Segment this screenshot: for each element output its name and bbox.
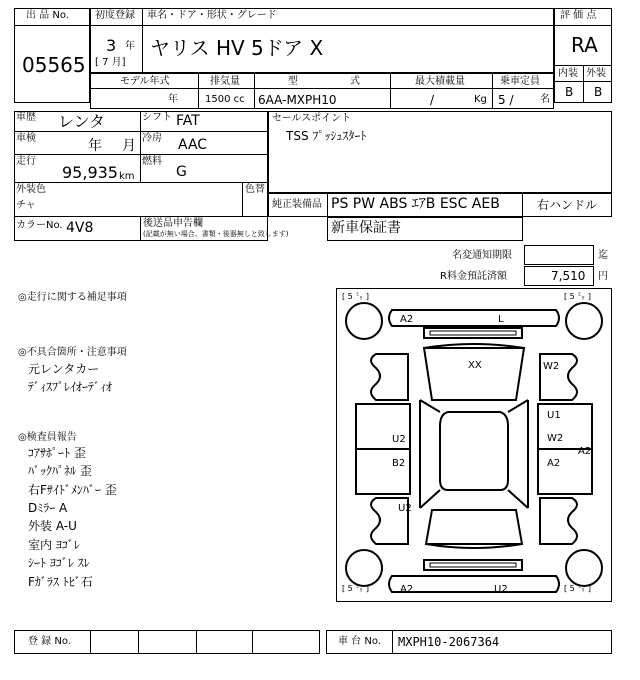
hood <box>424 348 524 400</box>
sales-point-value: TSS ﾌﾟｯｼｭｽﾀｰﾄ <box>286 129 367 143</box>
first-reg-year: 3 <box>106 36 117 55</box>
tire-label-top-right: [ 5 ㍉ ] <box>564 292 591 301</box>
shift-value: FAT <box>176 113 200 129</box>
color-no-label: カラーNo. <box>16 220 63 231</box>
max-load-label: 最大積載量 <box>415 76 465 87</box>
steering-value: 右ハンドル <box>537 198 598 212</box>
rear-bumper <box>389 576 559 592</box>
capacity-unit: 名 <box>540 94 550 105</box>
inspector-line: 外装 A-U <box>28 519 77 533</box>
first-reg-label: 初度登録 <box>95 10 135 21</box>
inspection-month: 月 <box>122 138 136 154</box>
defects-label: ◎不具合箇所・注意事項 <box>18 347 127 358</box>
wheel-front-left <box>346 303 382 339</box>
aftermarket-note: (記載が無い場合、書類・後器無しと致します) <box>143 230 289 238</box>
fuel-label: 燃料 <box>142 156 162 167</box>
driving-notes-label: ◎走行に関する補足事項 <box>18 292 127 303</box>
mark-left-front-door: U2 <box>392 434 406 445</box>
mark-front-bumper-left: A2 <box>400 314 414 325</box>
equipment-label: 純正装備品 <box>272 199 322 210</box>
inspector-line: ｺｱｻﾎﾟｰﾄ 歪 <box>28 446 86 460</box>
mileage-value: 95,935 <box>62 163 118 182</box>
exterior-color-value: チャ <box>16 200 36 211</box>
history-value: レンタ <box>58 112 105 131</box>
mark-left-rear-door: B2 <box>392 458 406 469</box>
inspector-line: 室内 ﾖｺﾞﾚ <box>28 538 80 552</box>
recycle-unit: 円 <box>598 271 608 282</box>
mark-right-front-door: U1 <box>547 410 561 421</box>
shift-label: シフト <box>142 112 172 123</box>
type-label-2: 式 <box>350 76 360 87</box>
color-change-label: 色替 <box>245 184 265 195</box>
mark-right-front-fender: W2 <box>543 361 560 372</box>
equipment-value: PS PW ABS ｴｱB ESC AEB <box>331 196 500 212</box>
recycle-value: 7,510 <box>551 269 586 283</box>
inspector-line: ﾊﾞｯｸﾊﾟﾈﾙ 歪 <box>28 464 92 478</box>
tire-label-bottom-left: [ 5 ㍉ ] <box>342 584 369 593</box>
chassis-value: MXPH10-2067364 <box>398 635 500 649</box>
exterior-color-label: 外装色 <box>16 184 46 195</box>
interior-label: 内装 <box>558 68 578 79</box>
exterior-label: 外装 <box>586 68 606 79</box>
inspection-year: 年 <box>88 138 102 154</box>
color-no-value: 4V8 <box>66 220 94 236</box>
model-year-label: モデル年式 <box>120 76 170 87</box>
cabin-roof <box>440 412 508 490</box>
history-label: 車歴 <box>16 112 36 123</box>
mark-rear-bumper-center: U2 <box>494 584 508 595</box>
interior-grade: B <box>565 85 574 99</box>
vehicle-header-label: 車名・ドア・形状・グレード <box>147 10 277 21</box>
first-reg-month: [ 7 月] <box>95 57 126 68</box>
lot-number: 05565 <box>22 53 86 77</box>
type-value: 6AA-MXPH10 <box>258 93 337 107</box>
inspector-line: Fｶﾞﾗｽ ﾄﾋﾞ石 <box>28 575 93 589</box>
displacement-value: 1500 cc <box>205 94 245 105</box>
wheel-rear-left <box>346 550 382 586</box>
type-label: 型 <box>288 76 298 87</box>
mark-right-rear-door: A2 <box>547 458 561 469</box>
inspector-label: ◎検査員報告 <box>18 432 77 443</box>
mark-rear-bumper-left: A2 <box>400 584 414 595</box>
grade-label: 評 価 点 <box>560 10 597 21</box>
aftermarket-label: 後送品申告欄 <box>143 218 203 229</box>
name-change-unit: 迄 <box>598 250 608 261</box>
right-rear-fender <box>540 498 577 544</box>
car-damage-diagram <box>336 288 612 602</box>
front-bumper <box>389 310 559 326</box>
warranty-value: 新車保証書 <box>331 220 401 236</box>
inspector-line: Dﾐﾗｰ A <box>28 501 68 515</box>
model-year-unit: 年 <box>168 94 178 105</box>
defects-line: ﾃﾞｨｽﾌﾟﾚｲｵｰﾃﾞｨｵ <box>28 380 113 394</box>
max-load-unit: Kg <box>474 94 487 105</box>
mark-hood: XX <box>468 360 482 371</box>
inspection-label: 車検 <box>16 133 36 144</box>
tire-label-bottom-right: [ 5 ㍉ ] <box>564 584 591 593</box>
displacement-label: 排気量 <box>210 76 240 87</box>
mark-right-front-door-2: W2 <box>547 433 564 444</box>
mileage-label: 走行 <box>16 156 36 167</box>
inspector-line: ｼｰﾄ ﾖｺﾞﾚ ｽﾚ <box>28 556 90 570</box>
aircon-label: 冷房 <box>142 133 162 144</box>
sales-point-label: セールスポイント <box>272 113 352 124</box>
lot-label: 出 品 No. <box>26 10 69 21</box>
name-change-value <box>524 245 594 265</box>
tire-label-top-left: [ 5 ㍉ ] <box>342 292 369 301</box>
mark-left-rear: U2 <box>398 503 412 514</box>
aircon-value: AAC <box>178 137 208 153</box>
exterior-grade: B <box>594 85 603 99</box>
recycle-label: R料金預託済額 <box>440 271 507 282</box>
chassis-label: 車 台 No. <box>338 636 381 647</box>
trunk <box>426 510 522 544</box>
left-front-fender <box>371 354 408 400</box>
mark-front-bumper-center: L <box>498 314 504 325</box>
grade-value: RA <box>571 33 598 57</box>
wheel-rear-right <box>566 550 602 586</box>
fuel-value: G <box>176 164 187 180</box>
inspector-line: 右Fｻｲﾄﾞﾒﾝﾊﾞｰ 歪 <box>28 483 117 497</box>
reg-no-label: 登 録 No. <box>28 636 71 647</box>
wheel-front-right <box>566 303 602 339</box>
mark-right-side: A2 <box>578 446 592 457</box>
first-reg-year-unit: 年 <box>125 41 135 52</box>
max-load-value: / <box>430 93 435 107</box>
name-change-label: 名変通知期限 <box>452 250 512 261</box>
defects-line: 元レンタカー <box>28 362 100 376</box>
vehicle-name: ヤリス HV 5ドア X <box>150 36 324 60</box>
mileage-unit: km <box>119 171 135 182</box>
capacity-label: 乗車定員 <box>500 76 540 87</box>
capacity-value: 5 / <box>498 93 514 107</box>
